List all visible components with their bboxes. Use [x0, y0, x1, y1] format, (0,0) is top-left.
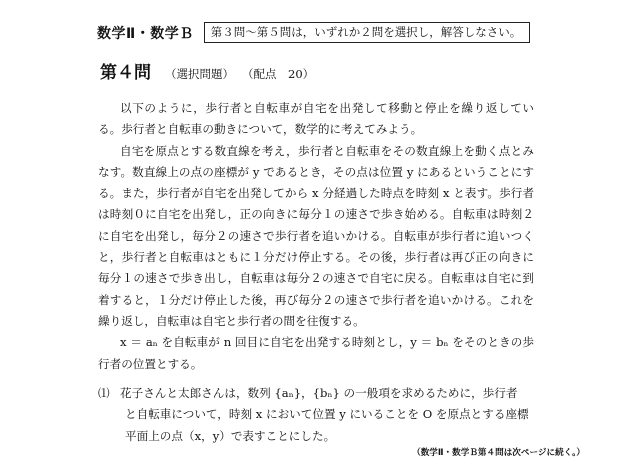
subquestion-1 [98, 383, 538, 447]
subquestion-label: ⑴ [98, 386, 110, 400]
subquestion-line-3: 平面上の点（x，y）で表すことにした。 [125, 428, 336, 443]
subject-title: 数学Ⅱ・数学Ｂ [97, 25, 194, 42]
subquestion-line-1 [98, 383, 538, 404]
subquestion-text-1: 花子さんと太郎さんは，数列 {aₙ}，{bₙ} の一般項を求めるために，歩行者 [120, 386, 518, 400]
paragraph-definition: x ＝ aₙ を自転車が n 回目に自宅を出発する時刻とし，y ＝ bₙ をそのときの歩行者の位置とする。 [98, 335, 534, 371]
paragraph-intro: 以下のように，歩行者と自転車が自宅を出発して移動と停止を繰り返している。歩行者と自転車の動きについて，数学的に考えてみよう。 [98, 101, 534, 137]
question-points: （配点 20） [242, 67, 315, 81]
instruction-box: 第３問～第５問は，いずれか２問を選択し，解答しなさい。 [204, 22, 531, 43]
page-header [97, 22, 530, 43]
paragraph-setup: 自宅を原点とする数直線を考え，歩行者と自転車をその数直線上を動く点とみなす。数直線上の点の座標が y であるとき，その点は位置 y にあるということにする。また，歩行者が自宅を出発してから x 分経過した時点を時刻 x と表す。歩行者は時刻０に自宅を出発し，正の向きに毎分１の速さで歩き始める。自転車は時刻２に自宅を出発し，毎分２の速さで歩行者を追いかける。自転車が歩行者に追いつくと，歩行者と自転車はともに１分だけ停止する。その後，歩行者は再び正の向きに毎分１の速さで歩き出し，自転車は毎分２の速さで自宅に戻る。自転車は自宅に到着すると，１分だけ停止した後，再び毎分２の速さで歩行者を追いかける。これを繰り返し，自転車は自宅と歩行者の間を往復する。 [98, 143, 534, 328]
question-tag: （選択問題） [165, 67, 234, 81]
question-number: 第４問 [100, 63, 151, 83]
subquestion-line-2: と自転車について，時刻 x において位置 y にいることを O を原点とする座標 [125, 407, 529, 422]
continuation-note: （数学Ⅱ・数学Ｂ第４問は次ページに続く。） [412, 448, 585, 458]
question-title [100, 58, 314, 83]
problem-statement [98, 98, 534, 375]
